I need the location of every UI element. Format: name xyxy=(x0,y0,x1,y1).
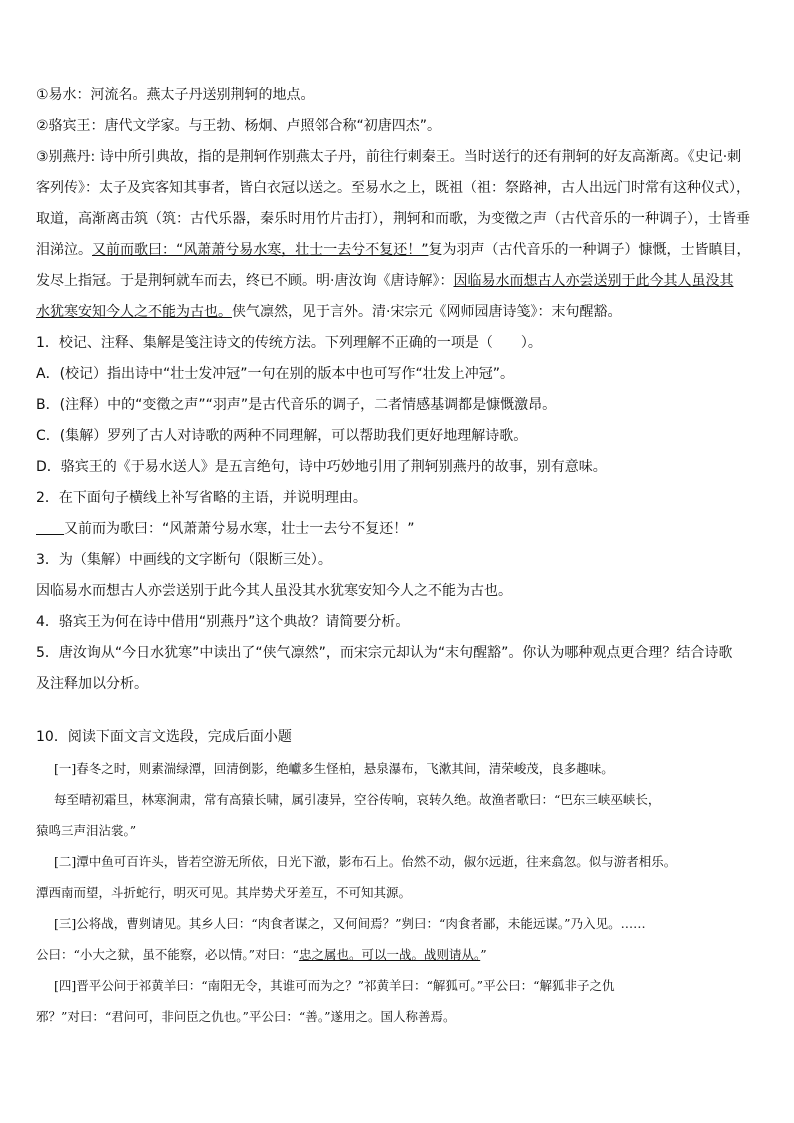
passage-1-cont-line-1: 每至晴初霜旦，林寒涧肃，常有高猿长啸，属引凄异，空谷传响，哀转久绝。故渔者歌曰：“巴东三峡巫峡长， xyxy=(54,792,661,807)
question-1: 1．校记、注释、集解是笺注诗文的传统方法。下列理解不正确的一项是（ ）。 xyxy=(36,335,542,351)
passage-3-text: ” xyxy=(480,947,487,962)
note-3-line-5 xyxy=(36,266,758,297)
question-2: 2．在下面句子横线上补写省略的主语，并说明理由。 xyxy=(36,490,367,506)
note-3-line-6 xyxy=(36,297,758,328)
section-gap xyxy=(36,700,758,722)
note-1: ①易水：河流名。燕太子丹送别荆轲的地点。 xyxy=(36,87,315,103)
note-3-text: 侠气凛然，见于言外。清·宋宗元《网师园唐诗笺》：末句醒豁。 xyxy=(232,304,622,320)
question-5-line-2: 及注释加以分析。 xyxy=(36,676,148,692)
note-3-line-4 xyxy=(36,235,758,266)
question-2-sentence-text: 又前而为歌曰：“风萧萧兮易水寒，壮士一去兮不复还！” xyxy=(64,521,415,537)
note-3-line-2: 客列传》：太子及宾客知其事者，皆白衣冠以送之。至易水之上，既祖（祖：祭路神，古人出远门时常有这种仪式）， xyxy=(36,180,750,196)
passage-3-line-1: [三]公将战，曹刿请见。其乡人曰：“肉食者谋之，又何间焉？”刿曰：“肉食者鄙，未能远谋。”乃入见。…… xyxy=(54,916,646,931)
passage-4-line-1: [四]晋平公问于祁黄羊曰：“南阳无令，其谁可而为之？”祁黄羊曰：“解狐可。”平公曰：“解狐非子之仇 xyxy=(54,978,615,993)
passage-3-underlined-text: 忠之属也。可以一战。战则请从。 xyxy=(298,947,481,962)
passage-3-line-2 xyxy=(36,939,758,970)
question-1-option-b: B．(注释）中的“变徵之声”“羽声”是古代音乐的调子，二者情感基调都是慷慨激昂。 xyxy=(36,397,557,413)
note-3-text: 发尽上指冠。于是荆轲就车而去，终已不顾。明·唐汝询《唐诗解》： xyxy=(36,273,454,289)
note-3-underlined-text: 水犹寒安知今人之不能为古也。 xyxy=(36,304,232,320)
passage-2-line-2: 潭西南而望，斗折蛇行，明灭可见。其岸势犬牙差互，不可知其源。 xyxy=(36,885,412,900)
note-3-text: 复为羽声（古代音乐的一种调子）慷慨，士皆瞋目， xyxy=(428,242,751,258)
note-3-underlined-text: 因临易水而想古人亦尝送别于此今其人虽没其 xyxy=(453,273,734,289)
passage-4-line-2: 邪？”对曰：“君问可，非问臣之仇也。”平公曰：“善。”遂用之。国人称善焉。 xyxy=(36,1009,456,1024)
document-page xyxy=(36,80,758,1032)
question-1-option-a: A．(校记）指出诗中“壮士发冲冠”一句在别的版本中也可写作“壮发上冲冠”。 xyxy=(36,366,515,382)
question-1-option-d: D．骆宾王的《于易水送人》是五言绝句，诗中巧妙地引用了荆轲别燕丹的故事，别有意味。 xyxy=(36,459,607,475)
note-3-text: 泪涕泣。 xyxy=(36,242,92,258)
question-2-sentence xyxy=(36,514,758,545)
note-3-line-1: ③别燕丹: 诗中所引典故，指的是荆轲作别燕太子丹，前往行刺秦王。当时送行的还有荆轲的好友高渐离。《史记·刺 xyxy=(36,149,742,165)
answer-blank[interactable] xyxy=(36,520,64,535)
note-2: ②骆宾王：唐代文学家。与王勃、杨炯、卢照邻合称“初唐四杰”。 xyxy=(36,118,442,134)
passage-3-text: 公曰：“小大之狱，虽不能察，必以情。”对曰：“ xyxy=(36,947,299,962)
question-4: 4．骆宾王为何在诗中借用“别燕丹”这个典故？请简要分析。 xyxy=(36,614,410,630)
passage-1-cont-line-2: 猿鸣三声泪沾裳。” xyxy=(36,823,137,838)
passage-2-line-1: [二]潭中鱼可百许头，皆若空游无所依，日光下澈，影布石上。佁然不动，俶尔远逝，往来翕忽。似与游者相乐。 xyxy=(54,854,677,869)
question-3: 3．为（集解）中画线的文字断句（限断三处）。 xyxy=(36,552,332,568)
note-3-underlined-text: 又前而歌曰：“风萧萧兮易水寒，壮士一去兮不复还！” xyxy=(92,242,429,258)
question-5-line-1: 5．唐汝询从“今日水犹寒”中读出了“侠气凛然”，而宋宗元却认为“末句醒豁”。你认为哪种观点更合理？结合诗歌 xyxy=(36,645,733,661)
question-1-option-c: C．(集解）罗列了古人对诗歌的两种不同理解，可以帮助我们更好地理解诗歌。 xyxy=(36,428,528,444)
passage-1: [一]春冬之时，则素湍绿潭，回清倒影，绝巘多生怪柏，悬泉瀑布，飞漱其间，清荣峻茂，良多趣味。 xyxy=(54,761,614,776)
section-10-title: 10．阅读下面文言文选段，完成后面小题 xyxy=(36,729,292,745)
question-3-sentence: 因临易水而想古人亦尝送别于此今其人虽没其水犹寒安知今人之不能为古也。 xyxy=(36,583,512,599)
note-3-line-3: 取道，高渐离击筑（筑：古代乐器，秦乐时用竹片击打），荆轲和而歌，为变徵之声（古代音乐的一种调子），士皆垂 xyxy=(36,211,750,227)
